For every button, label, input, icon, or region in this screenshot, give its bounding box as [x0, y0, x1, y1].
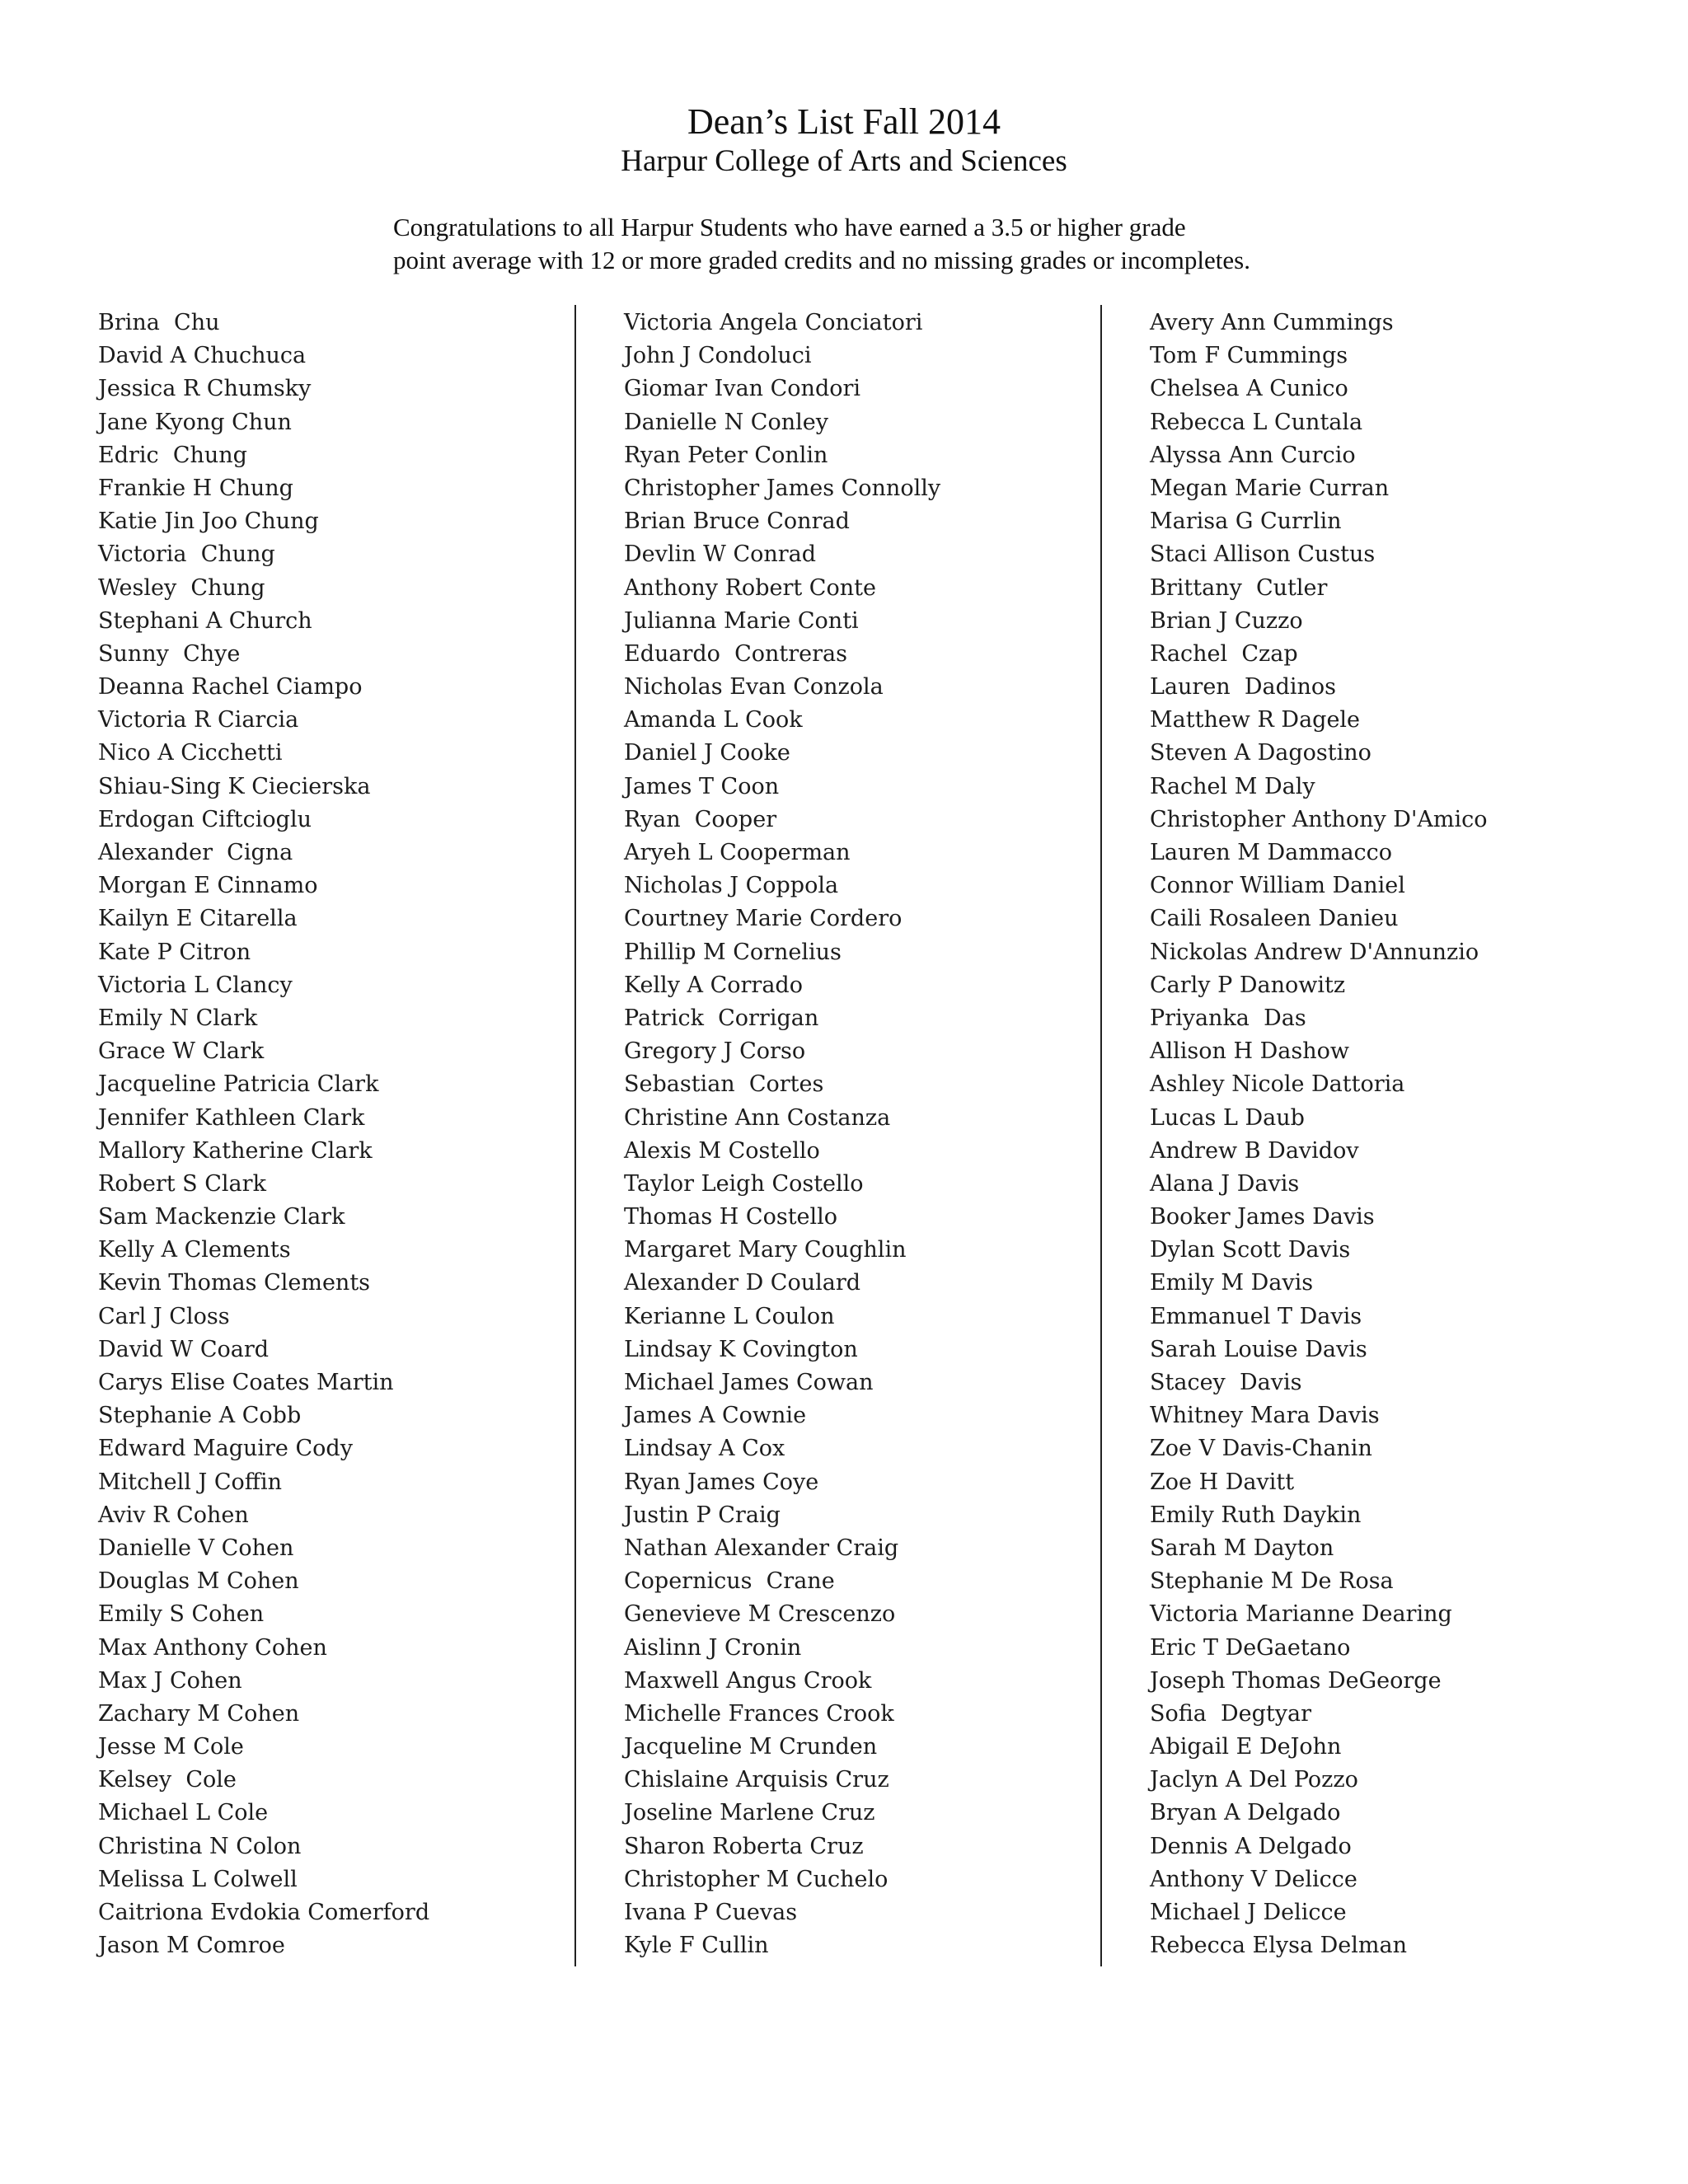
list-item: Kevin Thomas Clements	[98, 1270, 371, 1296]
list-item: Brina Chu	[98, 310, 220, 335]
list-item: Tom F Cummings	[1150, 343, 1348, 369]
list-item: Grace W Clark	[98, 1038, 265, 1065]
list-item: Stephanie M De Rosa	[1150, 1568, 1394, 1595]
column-divider-2	[1100, 305, 1102, 1966]
list-item: Kelly A Corrado	[624, 972, 803, 998]
list-item: Courtney Marie Cordero	[624, 906, 903, 932]
list-item: Michelle Frances Crook	[624, 1700, 894, 1727]
list-item: Victoria Angela Conciatori	[624, 310, 923, 335]
list-item: Rebecca Elysa Delman	[1150, 1933, 1407, 1959]
list-item: Caitriona Evdokia Comerford	[98, 1900, 430, 1925]
list-item: Rebecca L Cuntala	[1150, 409, 1363, 435]
list-item: Avery Ann Cummings	[1150, 310, 1394, 335]
list-item: Alana J Davis	[1150, 1170, 1300, 1197]
list-item: Lauren M Dammacco	[1150, 840, 1393, 865]
list-item: Jacqueline Patricia Clark	[98, 1071, 379, 1098]
list-item: Joseline Marlene Cruz	[624, 1800, 875, 1826]
list-item: David A Chuchuca	[98, 343, 307, 369]
list-item: Ivana P Cuevas	[624, 1900, 798, 1925]
list-item: Dylan Scott Davis	[1150, 1237, 1351, 1263]
list-item: Michael L Cole	[98, 1800, 269, 1826]
list-item: Danielle N Conley	[624, 409, 828, 435]
list-item: Morgan E Cinnamo	[98, 873, 318, 899]
list-item: Nathan Alexander Craig	[624, 1535, 899, 1561]
list-item: Kelsey Cole	[98, 1767, 237, 1793]
list-item: Abigail E DeJohn	[1150, 1734, 1342, 1760]
list-item: Alyssa Ann Curcio	[1150, 442, 1356, 468]
list-item: Chislaine Arquisis Cruz	[624, 1767, 889, 1793]
list-item: Christina N Colon	[98, 1833, 302, 1859]
list-item: Kelly A Clements	[98, 1237, 291, 1263]
list-item: James T Coon	[624, 773, 780, 799]
list-item: Justin P Craig	[624, 1502, 781, 1528]
list-item: Sharon Roberta Cruz	[624, 1833, 864, 1859]
list-item: Andrew B Davidov	[1150, 1137, 1359, 1164]
list-item: Stacey Davis	[1150, 1370, 1302, 1395]
list-item: Michael James Cowan	[624, 1370, 874, 1395]
list-item: Lindsay K Covington	[624, 1336, 858, 1362]
list-item: Devlin W Conrad	[624, 541, 817, 568]
list-item: Christopher M Cuchelo	[624, 1866, 889, 1892]
list-item: Joseph Thomas DeGeorge	[1150, 1667, 1442, 1694]
list-item: Victoria Chung	[98, 541, 275, 568]
list-item: Nickolas Andrew D'Annunzio	[1150, 939, 1479, 965]
list-item: Deanna Rachel Ciampo	[98, 674, 363, 701]
list-item: Christine Ann Costanza	[624, 1104, 891, 1131]
list-item: Christopher Anthony D'Amico	[1150, 806, 1488, 832]
list-item: Phillip M Cornelius	[624, 939, 842, 965]
list-item: Jaclyn A Del Pozzo	[1150, 1767, 1358, 1793]
list-item: Margaret Mary Coughlin	[624, 1237, 907, 1263]
list-item: Booker James Davis	[1150, 1204, 1375, 1230]
list-item: Kyle F Cullin	[624, 1933, 769, 1959]
list-item: Thomas H Costello	[624, 1204, 838, 1230]
list-item: Victoria Marianne Dearing	[1150, 1601, 1452, 1628]
names-column-1	[98, 307, 560, 1962]
names-column-3	[1150, 307, 1644, 1962]
list-item: Victoria R Ciarcia	[98, 707, 299, 733]
list-item: Genevieve M Crescenzo	[624, 1601, 896, 1628]
list-item: Sarah Louise Davis	[1150, 1336, 1367, 1362]
list-item: Priyanka Das	[1150, 1005, 1306, 1031]
list-item: Ashley Nicole Dattoria	[1150, 1071, 1405, 1098]
list-item: Carl J Closs	[98, 1303, 230, 1329]
list-item: Jane Kyong Chun	[98, 409, 292, 435]
list-item: Carly P Danowitz	[1150, 972, 1346, 998]
list-item: Anthony V Delicce	[1150, 1866, 1357, 1892]
list-item: Gregory J Corso	[624, 1038, 806, 1065]
list-item: Brittany Cutler	[1150, 574, 1328, 601]
list-item: Sunny Chye	[98, 640, 241, 667]
list-item: Amanda L Cook	[624, 707, 803, 733]
list-item: Shiau-Sing K Ciecierska	[98, 773, 371, 799]
list-item: Katie Jin Joo Chung	[98, 509, 319, 535]
list-item: Alexander Cigna	[98, 840, 293, 865]
list-item: Lindsay A Cox	[624, 1436, 785, 1462]
list-item: Sebastian Cortes	[624, 1071, 824, 1098]
list-item: Zachary M Cohen	[98, 1700, 300, 1727]
list-item: John J Condoluci	[624, 343, 812, 369]
list-item: Giomar Ivan Condori	[624, 376, 861, 402]
list-item: Nico A Cicchetti	[98, 740, 283, 766]
list-item: Staci Allison Custus	[1150, 541, 1376, 568]
list-item: Victoria L Clancy	[98, 972, 293, 998]
list-item: Carys Elise Coates Martin	[98, 1370, 394, 1395]
list-item: Christopher James Connolly	[624, 475, 941, 501]
list-item: Megan Marie Curran	[1150, 475, 1390, 501]
names-column-2	[624, 307, 1085, 1962]
list-item: Aryeh L Cooperman	[624, 840, 851, 865]
list-item: Sarah M Dayton	[1150, 1535, 1334, 1561]
list-item: Alexis M Costello	[624, 1137, 820, 1164]
list-item: Anthony Robert Conte	[624, 574, 876, 601]
list-item: Aislinn J Cronin	[624, 1634, 802, 1661]
list-item: Frankie H Chung	[98, 475, 293, 501]
list-item: Rachel M Daly	[1150, 773, 1315, 799]
list-item: Max Anthony Cohen	[98, 1634, 327, 1661]
list-item: Connor William Daniel	[1150, 873, 1405, 899]
list-item: James A Cownie	[624, 1403, 807, 1429]
intro-line-2: point average with 12 or more graded credits and no missing grades or incompletes.	[393, 246, 1250, 274]
list-item: Lauren Dadinos	[1150, 674, 1337, 701]
list-item: Ryan Cooper	[624, 806, 777, 832]
page-subtitle: Harpur College of Arts and Sciences	[621, 144, 1067, 178]
list-item: Stephani A Church	[98, 607, 312, 634]
list-item: Douglas M Cohen	[98, 1568, 299, 1595]
list-item: Dennis A Delgado	[1150, 1833, 1352, 1859]
list-item: Melissa L Colwell	[98, 1866, 298, 1892]
list-item: Eduardo Contreras	[624, 640, 847, 667]
list-item: Ryan Peter Conlin	[624, 442, 828, 468]
list-item: Edric Chung	[98, 442, 247, 468]
intro-paragraph	[393, 211, 1481, 277]
list-item: Emily N Clark	[98, 1005, 258, 1031]
list-item: Kerianne L Coulon	[624, 1303, 835, 1329]
list-item: Allison H Dashow	[1150, 1038, 1349, 1065]
list-item: Maxwell Angus Crook	[624, 1667, 872, 1694]
list-item: Sam Mackenzie Clark	[98, 1204, 345, 1230]
list-item: Rachel Czap	[1150, 640, 1298, 667]
list-item: Sofia Degtyar	[1150, 1700, 1312, 1727]
list-item: Emily Ruth Daykin	[1150, 1502, 1362, 1528]
list-item: Ryan James Coye	[624, 1469, 819, 1495]
list-item: Danielle V Cohen	[98, 1535, 294, 1561]
list-item: Emily M Davis	[1150, 1270, 1314, 1296]
list-item: Brian J Cuzzo	[1150, 607, 1303, 634]
list-item: Nicholas J Coppola	[624, 873, 839, 899]
list-item: Jesse M Cole	[98, 1734, 244, 1760]
list-item: Nicholas Evan Conzola	[624, 674, 884, 701]
list-item: Taylor Leigh Costello	[624, 1170, 864, 1197]
list-item: Daniel J Cooke	[624, 740, 790, 766]
list-item: Jacqueline M Crunden	[624, 1734, 878, 1760]
list-item: Marisa G Currlin	[1150, 509, 1342, 535]
list-item: Matthew R Dagele	[1150, 707, 1361, 733]
list-item: Emily S Cohen	[98, 1601, 265, 1628]
list-item: Stephanie A Cobb	[98, 1403, 302, 1429]
list-item: Caili Rosaleen Danieu	[1150, 906, 1399, 932]
list-item: Jessica R Chumsky	[98, 376, 312, 402]
list-item: Copernicus Crane	[624, 1568, 835, 1595]
list-item: Max J Cohen	[98, 1667, 242, 1694]
list-item: Mallory Katherine Clark	[98, 1137, 373, 1164]
list-item: Whitney Mara Davis	[1150, 1403, 1380, 1429]
list-item: David W Coard	[98, 1336, 270, 1362]
list-item: Kailyn E Citarella	[98, 906, 298, 932]
list-item: Edward Maguire Cody	[98, 1436, 353, 1462]
list-item: Emmanuel T Davis	[1150, 1303, 1362, 1329]
list-item: Eric T DeGaetano	[1150, 1634, 1351, 1661]
list-item: Zoe H Davitt	[1150, 1469, 1295, 1495]
list-item: Kate P Citron	[98, 939, 251, 965]
list-item: Wesley Chung	[98, 574, 265, 601]
list-item: Aviv R Cohen	[98, 1502, 249, 1528]
list-item: Jennifer Kathleen Clark	[98, 1104, 365, 1131]
list-item: Alexander D Coulard	[624, 1270, 861, 1296]
list-item: Steven A Dagostino	[1150, 740, 1372, 766]
list-item: Julianna Marie Conti	[624, 607, 859, 634]
page-title: Dean’s List Fall 2014	[687, 101, 1001, 142]
list-item: Chelsea A Cunico	[1150, 376, 1348, 402]
list-item: Erdogan Ciftcioglu	[98, 806, 312, 832]
list-item: Lucas L Daub	[1150, 1104, 1305, 1131]
list-item: Bryan A Delgado	[1150, 1800, 1341, 1826]
list-item: Jason M Comroe	[98, 1933, 285, 1959]
list-item: Patrick Corrigan	[624, 1005, 819, 1031]
list-item: Michael J Delicce	[1150, 1900, 1347, 1925]
list-item: Zoe V Davis-Chanin	[1150, 1436, 1372, 1462]
column-divider-1	[574, 305, 576, 1966]
list-item: Robert S Clark	[98, 1170, 266, 1197]
list-item: Mitchell J Coffin	[98, 1469, 283, 1495]
list-item: Brian Bruce Conrad	[624, 509, 850, 535]
intro-line-1: Congratulations to all Harpur Students who have earned a 3.5 or higher grade	[393, 213, 1186, 241]
